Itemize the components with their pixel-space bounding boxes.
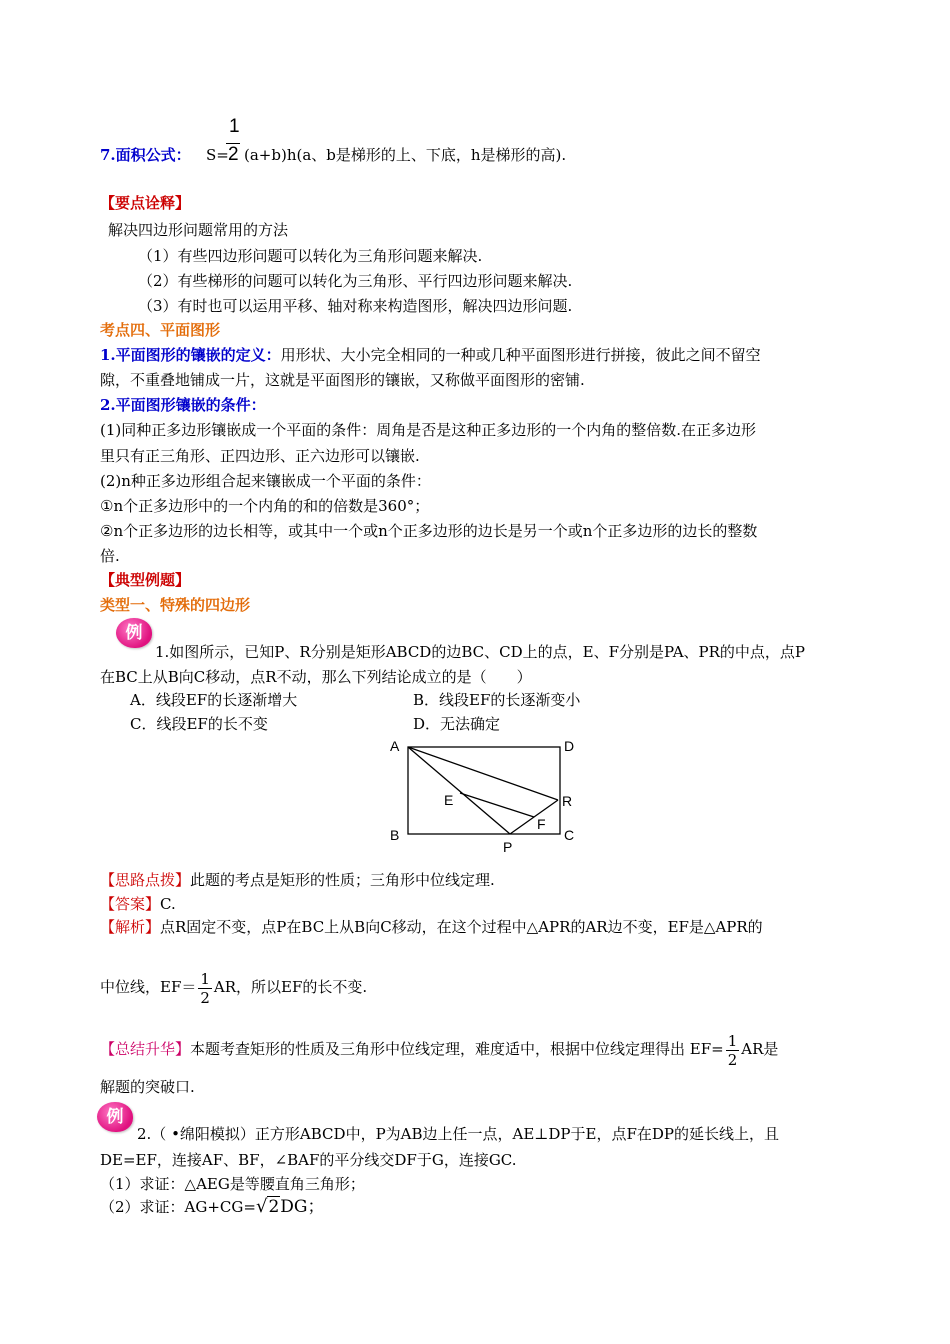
question-2-part-1: （1）求证：△AEG是等腰直角三角形； xyxy=(100,1175,365,1193)
type-title: 类型一、特殊的四边形 xyxy=(100,596,251,614)
key-point-item: （1）有些四边形问题可以转化为三角形问题来解决. xyxy=(138,247,483,265)
summary-pre: 本题考查矩形的性质及三角形中位线定理，难度适中，根据中位线定理得出 EF= xyxy=(190,1040,724,1058)
condition-line: 倍. xyxy=(100,547,120,565)
part-2-post: DG； xyxy=(280,1197,325,1217)
condition-line: 里只有正三角形、正四边形、正六边形可以镶嵌. xyxy=(100,447,420,465)
sqrt-two xyxy=(256,1197,280,1217)
answer-line xyxy=(100,894,176,914)
fraction-den: 2 xyxy=(200,988,210,1007)
segment-ar xyxy=(408,747,558,800)
definition-line xyxy=(100,345,761,365)
question-2-part-2 xyxy=(100,1197,325,1217)
condition-line: (2)n种正多边形组合起来镶嵌成一个平面的条件： xyxy=(100,472,431,490)
key-points-heading: 【要点诠释】 xyxy=(100,194,191,212)
part-2-pre: （2）求证：AG+CG= xyxy=(100,1198,256,1216)
label-r: R xyxy=(562,793,573,809)
summary-label: 【总结升华】 xyxy=(100,1040,191,1058)
condition-line: ②n个正多边形的边长相等，或其中一个或n个正多边形的边长是另一个或n个正多边形的边长的整数 xyxy=(100,522,758,540)
definition-label: 1.平面图形的镶嵌的定义： xyxy=(100,346,281,364)
segment-ap xyxy=(408,747,510,834)
fraction-den: 2 xyxy=(727,1050,738,1069)
option-d: D．无法确定 xyxy=(413,715,501,733)
question-2-line: DE=EF，连接AF、BF，∠BAF的平分线交DF于G，连接GC. xyxy=(100,1151,517,1169)
half-fraction xyxy=(726,1032,740,1069)
label-f: F xyxy=(537,816,546,832)
condition-line: (1)同种正多边形镶嵌成一个平面的条件：周角是否是这种正多边形的一个内角的整倍数.在正多边形 xyxy=(100,421,757,439)
section-title: 考点四、平面图形 xyxy=(100,321,221,339)
question-line: 在BC上从B向C移动，点R不动，那么下列结论成立的是（ ） xyxy=(100,668,532,686)
fraction-num: 1 xyxy=(200,969,210,988)
summary-line-2: 解题的突破口. xyxy=(100,1078,195,1096)
label-b: B xyxy=(390,827,400,843)
fraction-num: 1 xyxy=(727,1031,738,1050)
summary-line xyxy=(100,1027,778,1071)
formula-suffix: (a+b)h(a、b是梯形的上、下底，h是梯形的高). xyxy=(244,146,567,164)
key-points-intro: 解决四边形问题常用的方法 xyxy=(108,221,289,239)
formula-label: 7.面积公式： xyxy=(100,146,191,164)
answer-text: C. xyxy=(160,895,176,913)
definition-text: 用形状、大小完全相同的一种或几种平面图形进行拼接，彼此之间不留空 xyxy=(280,346,761,364)
hint-label: 【思路点拨】 xyxy=(100,871,191,889)
sqrt-sign: √ xyxy=(255,1196,268,1217)
answer-label: 【答案】 xyxy=(100,895,161,913)
key-point-item: （3）有时也可以运用平移、轴对称来构造图形，解决四边形问题. xyxy=(138,297,573,315)
formula-prefix: S= xyxy=(206,146,229,164)
condition-line: ①n个正多边形中的一个内角的和的倍数是360°； xyxy=(100,497,430,515)
option-b: B．线段EF的长逐渐变小 xyxy=(413,691,581,709)
segment-ef xyxy=(460,793,534,817)
hint-line xyxy=(100,870,495,890)
analysis-post: AR，所以EF的长不变. xyxy=(213,978,368,996)
summary-post: AR是 xyxy=(741,1040,779,1058)
sqrt-radicand: 2 xyxy=(268,1197,280,1217)
example-badge: 例 xyxy=(116,618,152,648)
examples-heading: 【典型例题】 xyxy=(100,571,191,589)
analysis-line-2 xyxy=(100,965,367,1009)
label-c: C xyxy=(564,827,575,843)
definition-text-2: 隙，不重叠地铺成一片，这就是平面图形的镶嵌，又称做平面图形的密铺. xyxy=(100,371,585,389)
rectangle-figure xyxy=(380,735,600,855)
hint-text: 此题的考点是矩形的性质；三角形中位线定理. xyxy=(190,871,495,889)
analysis-text: 点R固定不变，点P在BC上从B向C移动，在这个过程中△APR的AR边不变，EF是△APR的 xyxy=(160,918,763,936)
analysis-pre: 中位线，EF＝ xyxy=(100,978,197,996)
condition-label: 2.平面图形镶嵌的条件： xyxy=(100,396,266,414)
option-a: A．线段EF的长逐渐增大 xyxy=(130,691,298,709)
question-2-line: 2.（ •绵阳模拟）正方形ABCD中，P为AB边上任一点，AE⊥DP于E，点F在DP的延长线上，且 xyxy=(137,1125,780,1143)
example-badge: 例 xyxy=(97,1102,133,1132)
option-c: C．线段EF的长不变 xyxy=(130,715,268,733)
analysis-line xyxy=(100,917,763,937)
formula-frac-num: 1 xyxy=(229,116,240,137)
label-p: P xyxy=(503,839,513,855)
label-a: A xyxy=(390,738,400,754)
label-d: D xyxy=(564,738,575,754)
label-e: E xyxy=(444,792,454,808)
question-line: 1.如图所示，已知P、R分别是矩形ABCD的边BC、CD上的点，E、F分别是PA、PR的中点，点P xyxy=(155,643,806,661)
analysis-label: 【解析】 xyxy=(100,918,161,936)
half-fraction xyxy=(198,970,212,1007)
key-point-item: （2）有些梯形的问题可以转化为三角形、平行四边形问题来解决. xyxy=(138,272,573,290)
formula-frac-den: 2 xyxy=(228,144,239,165)
